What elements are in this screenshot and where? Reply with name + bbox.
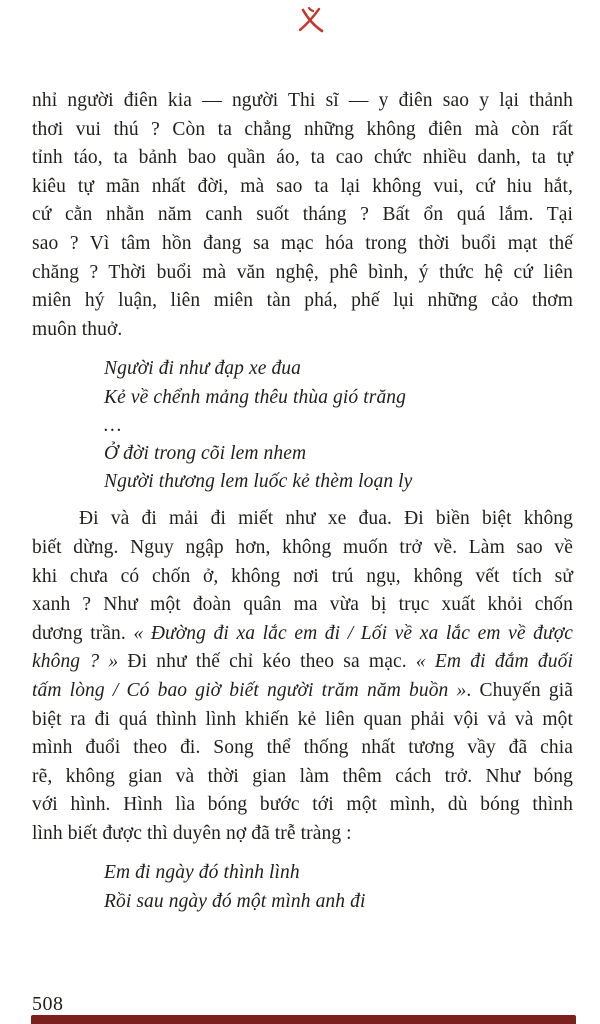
text-line [32, 706, 573, 735]
body-text: Đi như thế chỉ kéo theo sa mạc. [118, 651, 416, 673]
text-line [32, 201, 573, 230]
body-text: cứ cằn nhằn năm canh suốt tháng ? Bất ổn quá lắm. Tại [32, 204, 573, 226]
text-line [32, 259, 573, 288]
verse-block [104, 355, 573, 496]
body-text: dương trần. [32, 622, 134, 644]
quoted-verse-text: « Em đi đắm đuối [415, 651, 573, 673]
body-text: xanh ? Như một đoàn quân ma vừa bị trục xuất khỏi chốn [32, 594, 573, 616]
text-line [32, 116, 573, 145]
body-text: Đi và đi mải đi miết như xe đua. Đi biền biệt không [79, 508, 573, 530]
body-text: thơi vui thú ? Còn ta chẳng những không điên mà còn rất [32, 118, 573, 140]
body-text: biệt ra đi quá thình lình khiến kẻ liên quan phải vội vả và một [32, 708, 573, 730]
text-line [32, 534, 573, 563]
quoted-verse-text: không ? » [32, 651, 119, 673]
page-body [32, 87, 573, 925]
verse-line: … [104, 414, 122, 436]
text-line [32, 173, 573, 202]
paragraph-block [32, 87, 573, 344]
body-text: miên hý luận, liên miên tàn phá, phế lụi những cảo thơm [32, 290, 573, 312]
body-text: biết dừng. Nguy ngập hơn, không muốn trở về. Làm sao về [32, 536, 573, 558]
body-text: nhỉ người điên kia — người Thi sĩ — y điên sao y lại thảnh [32, 90, 573, 111]
text-line [32, 591, 573, 620]
verse-block [104, 859, 573, 915]
quoted-verse-text: tấm lòng / Có bao giờ biết người trăm năm buồn » [32, 679, 467, 701]
text-line [32, 563, 573, 592]
body-text: muôn thuở. [32, 318, 123, 340]
text-line [32, 791, 573, 820]
text-line [32, 87, 573, 116]
text-line [32, 734, 573, 763]
text-line [32, 230, 573, 259]
page-number: 508 [32, 993, 64, 1015]
paragraph-block [32, 505, 573, 848]
text-line [32, 820, 573, 849]
body-text: rẽ, không gian và thời gian làm thêm cách trở. Như bóng [32, 765, 573, 787]
verse-line: Em đi ngày đó thình lình [104, 862, 300, 884]
text-line [32, 316, 573, 345]
body-text: với hình. Hình lìa bóng bước tới một mình, dù bóng thình [32, 794, 573, 816]
body-text: lình biết được thì duyên nợ đã trễ tràng : [32, 822, 352, 844]
text-line [32, 287, 573, 316]
body-text: . Chuyến giã [466, 679, 574, 701]
red-ink-mark [296, 5, 326, 35]
body-text: chăng ? Thời buổi mà văn nghệ, phê bình, ý thức hệ cứ liên [32, 261, 573, 283]
verse-line: Rồi sau ngày đó một mình anh đi [104, 890, 366, 912]
verse-line: Người thương lem luốc kẻ thèm loạn ly [104, 471, 413, 493]
text-line [32, 620, 573, 649]
text-line [32, 763, 573, 792]
verse-line: Ở đời trong cõi lem nhem [104, 442, 307, 464]
text-line [32, 677, 573, 706]
body-text: mình đuổi theo đi. Song thể thống nhất tương vầy đã chia [32, 737, 573, 759]
body-text: sao ? Vì tâm hồn đang sa mạc hóa trong thời buổi mạt thế [32, 232, 573, 254]
text-line [32, 144, 573, 173]
text-line [32, 648, 573, 677]
verse-line: Người đi như đạp xe đua [104, 358, 302, 380]
text-line [32, 505, 573, 534]
body-text: kiêu tự mãn nhất đời, mà sao ta lại không vui, cứ hiu hắt, [32, 175, 573, 197]
quoted-verse-text: « Đường đi xa lắc em đi / Lối về xa lắc em về được [133, 622, 574, 644]
verse-line: Kẻ về chểnh mảng thêu thùa gió trăng [104, 386, 407, 408]
body-text: khi chưa có chốn ở, không nơi trú ngụ, không vết tích sử [32, 565, 573, 587]
page-bottom-band [31, 1015, 576, 1024]
body-text: tỉnh táo, ta bảnh bao quần áo, ta cao chức nhiều danh, ta tự [32, 147, 573, 169]
